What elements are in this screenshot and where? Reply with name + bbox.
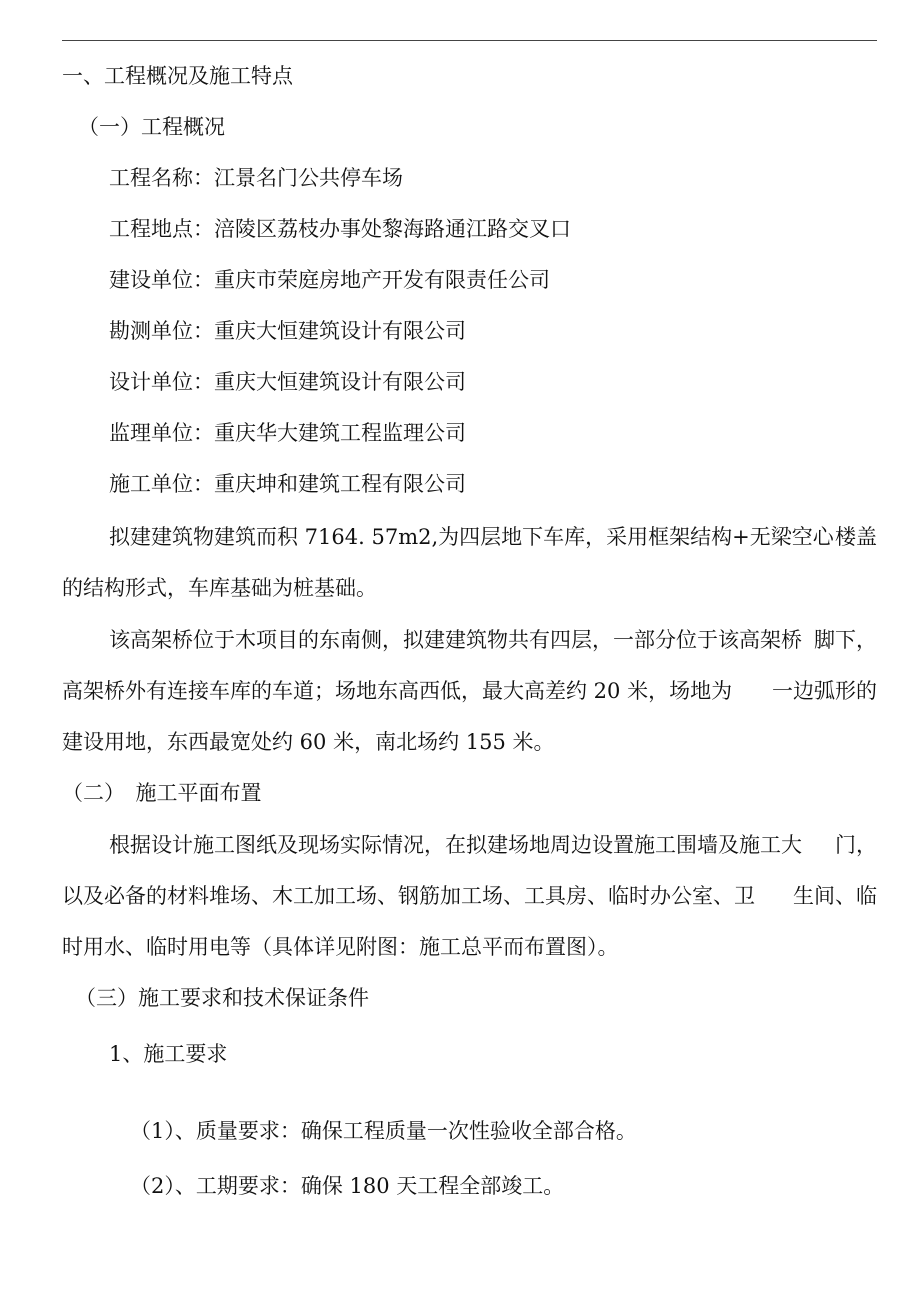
paragraph-3-line-3: 时用水、临时用电等（具体详见附图：施工总平而布置图）。 [62,935,619,959]
paragraph-3-line-1-text: 根据设计施工图纸及现场实际情况，在拟建场地周边设置施工围墙及施工大 [109,833,802,857]
section-heading: 一、工程概况及施工特点 [62,64,293,88]
paragraph-2-line-2 [62,676,877,706]
requirement-quality: （1）、质量要求：确保工程质量一次性验收全部合格。 [130,1119,637,1143]
header-rule [62,40,877,41]
survey-unit: 勘测单位：重庆大恒建筑设计有限公司 [109,319,466,343]
paragraph-1-line-1-text: 拟建建筑物建筑而积 7164. 57m2,为四层地下车库，采用框架结构+无梁空心 [109,525,834,549]
project-location: 工程地点：涪陵区荔枝办事处黎海路通江路交叉口 [109,217,571,241]
paragraph-2-line-1-tail: 脚下， [814,628,877,652]
paragraph-2-line-2-text: 高架桥外有连接车库的车道；场地东高西低，最大高差约 20 米，场地为 [62,679,733,703]
paragraph-3-line-2-text: 以及必备的材料堆场、木工加工场、钢筋加工场、工具房、临时办公室、卫 [62,884,755,908]
paragraph-3-line-1 [109,830,877,860]
subheading-layout: （二） 施工平面布置 [62,781,262,805]
paragraph-3-line-2 [62,881,877,911]
paragraph-2-line-3: 建设用地，东西最宽处约 60 米，南北场约 155 米。 [62,730,555,754]
paragraph-1-line-1 [109,522,877,552]
paragraph-1-line-2: 的结构形式，车库基础为桩基础。 [62,576,377,600]
supervision-unit: 监理单位：重庆华大建筑工程监理公司 [109,421,466,445]
project-name: 工程名称：江景名门公共停车场 [109,166,403,190]
section-construction-requirements: 1、施工要求 [109,1042,228,1066]
paragraph-3-line-2-tail: 生间、临 [793,884,877,908]
construction-unit: 施工单位：重庆坤和建筑工程有限公司 [109,472,466,496]
subheading-overview: （一）工程概况 [78,115,225,139]
paragraph-2-line-2-tail: 一边弧形的 [772,679,877,703]
paragraph-1-line-1-tail: 楼盖 [835,525,877,549]
requirement-schedule: （2）、工期要求：确保 180 天工程全部竣工。 [130,1174,565,1198]
paragraph-2-line-1-text: 该高架桥位于木项目的东南侧，拟建建筑物共有四层，一部分位于该高架桥 [109,628,802,652]
design-unit: 设计单位：重庆大恒建筑设计有限公司 [109,370,466,394]
subheading-requirements: （三）施工要求和技术保证条件 [75,986,369,1010]
builder-unit: 建设单位：重庆市荣庭房地产开发有限责任公司 [109,268,550,292]
paragraph-2-line-1 [109,625,877,655]
paragraph-3-line-1-tail: 门， [835,833,877,857]
